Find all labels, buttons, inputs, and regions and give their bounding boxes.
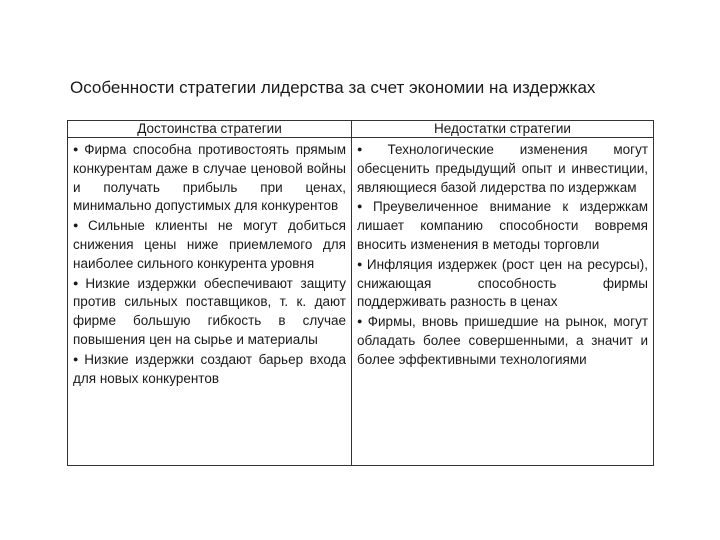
- bullet-icon: ●: [357, 201, 371, 212]
- bullet-icon: ●: [73, 220, 85, 231]
- bullet-icon: ●: [357, 258, 364, 269]
- list-item: ● Сильные клиенты не могут добиться снижения цены ниже приемлемого для наиболее сильного конкурента уровня: [73, 218, 346, 271]
- advantages-column: [68, 138, 352, 465]
- list-item: ● Низкие издержки создают барьер входа для новых конкурентов: [73, 351, 346, 386]
- page-title: Особенности стратегии лидерства за счет экономии на издержках: [70, 78, 596, 97]
- list-item: ● Преувеличенное внимание к издержкам лишает компанию способности вовремя вносить изменения в методы торговли: [357, 199, 648, 252]
- bullet-icon: ●: [73, 277, 83, 288]
- list-item: ● Фирма способна противостоять прямым конкурентам даже в случае ценовой войны и получать прибыль при ценах, минимально допустимых для конкурентов: [73, 142, 346, 214]
- bullet-icon: ●: [73, 144, 82, 154]
- bullet-icon: ●: [357, 316, 365, 327]
- list-item: ● Фирмы, вновь пришедшие на рынок, могут обладать более совершенными, а значит и более эффективными технологиями: [357, 314, 649, 367]
- header-disadvantages: Недостатки стратегии: [352, 121, 653, 138]
- strategy-table: [67, 120, 654, 466]
- list-item: ● Низкие издержки обеспечивают защиту против сильных поставщиков, т. к. дают фирме большую гибкость в случае повышения цен на сырье и материалы: [73, 275, 346, 347]
- header-advantages: Достоинства стратегии: [68, 121, 352, 138]
- list-item: ● Технологические изменения могут обесценить предыдущий опыт и инвестиции, являющиеся базой лидерства по издержкам: [357, 142, 649, 195]
- disadvantages-column: [352, 138, 653, 465]
- list-item: ● Инфляция издержек (рост цен на ресурсы), снижающая способность фирмы поддерживать разность в ценах: [357, 256, 649, 310]
- bullet-icon: ●: [73, 353, 82, 364]
- bullet-icon: ●: [357, 144, 385, 154]
